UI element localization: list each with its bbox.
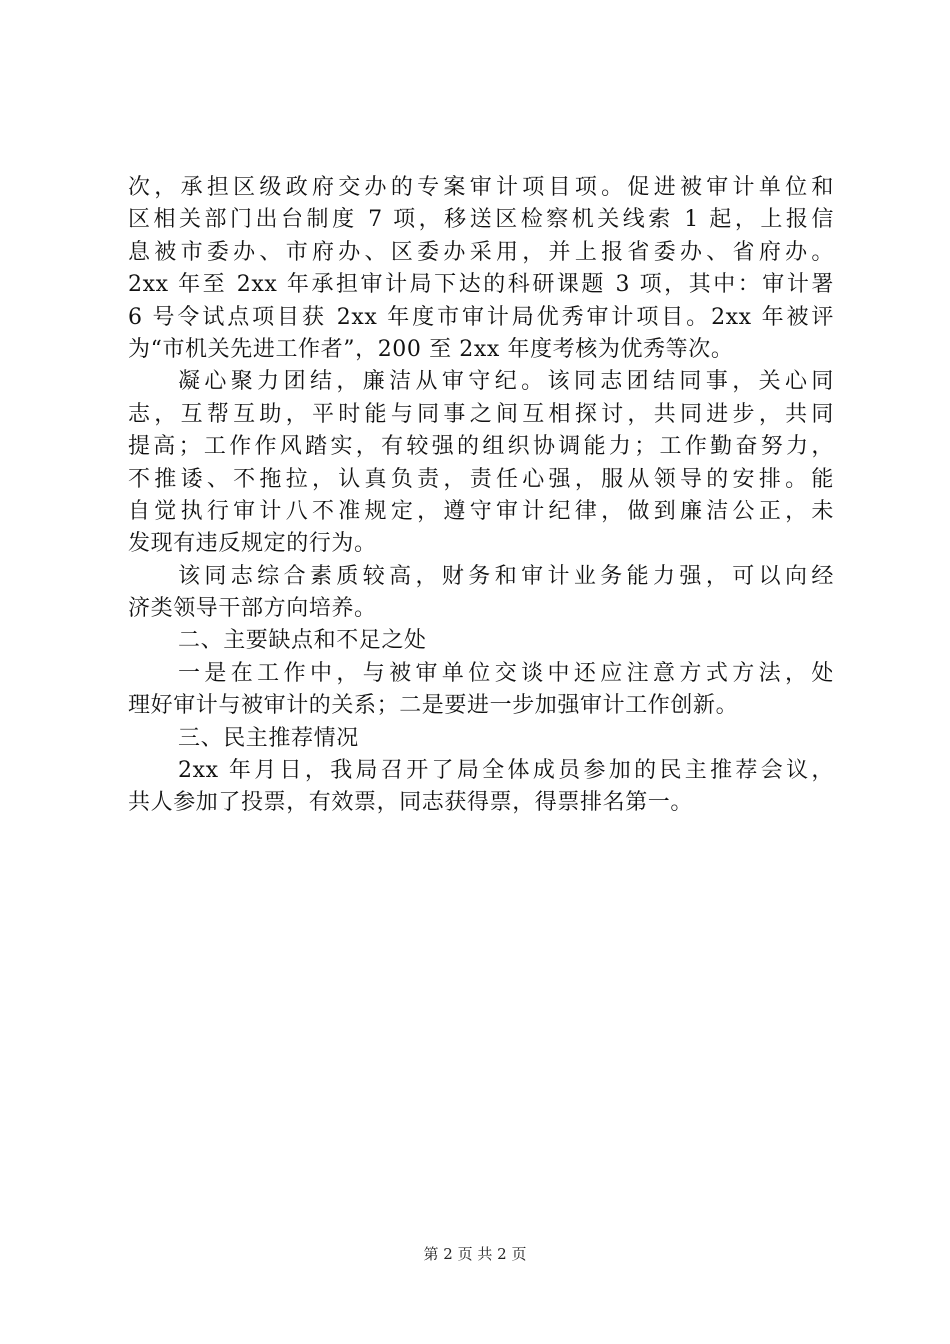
- text-line: 济类领导干部方向培养。: [128, 596, 377, 622]
- text-line: 三、民主推荐情况: [178, 725, 359, 751]
- text-line: 该同志综合素质较高，财务和审计业务能力强，可以向经: [178, 563, 834, 589]
- text-line: 共人参加了投票，有效票，同志获得票，得票排名第一。: [128, 790, 694, 816]
- text-line: 6 号令试点项目获 2xx 年度市审计局优秀审计项目。2xx 年被评: [128, 304, 834, 330]
- text-line: 区相关部门出台制度 7 项，移送区检察机关线索 1 起，上报信: [128, 207, 834, 233]
- text-line: 提高；工作作风踏实，有较强的组织协调能力；工作勤奋努力，: [128, 434, 834, 460]
- text-line: 2xx 年至 2xx 年承担审计局下达的科研课题 3 项，其中：审计署: [128, 272, 834, 298]
- document-body: [128, 172, 834, 820]
- text-line: 为“市机关先进工作者”，200 至 2xx 年度考核为优秀等次。: [128, 336, 734, 362]
- text-line: 理好审计与被审计的关系；二是要进一步加强审计工作创新。: [128, 693, 739, 719]
- text-line: 凝心聚力团结，廉洁从审守纪。该同志团结同事，关心同: [178, 369, 834, 395]
- text-line: 发现有违反规定的行为。: [128, 531, 377, 557]
- text-line: 一是在工作中，与被审单位交谈中还应注意方式方法，处: [178, 660, 834, 686]
- page-footer: 第 2 页 共 2 页: [423, 1245, 527, 1263]
- text-line: 次，承担区级政府交办的专案审计项目项。促进被审计单位和: [128, 175, 834, 200]
- text-line: 2xx 年月日，我局召开了局全体成员参加的民主推荐会议，: [178, 758, 834, 784]
- text-line: 自觉执行审计八不准规定，遵守审计纪律，做到廉洁公正，未: [128, 498, 834, 524]
- text-line: 二、主要缺点和不足之处: [178, 628, 427, 654]
- text-line: 不推诿、不拖拉，认真负责，责任心强，服从领导的安排。能: [128, 466, 834, 492]
- text-line: 志，互帮互助，平时能与同事之间互相探讨，共同进步，共同: [128, 401, 834, 427]
- text-line: 息被市委办、市府办、区委办采用，并上报省委办、省府办。: [128, 239, 834, 265]
